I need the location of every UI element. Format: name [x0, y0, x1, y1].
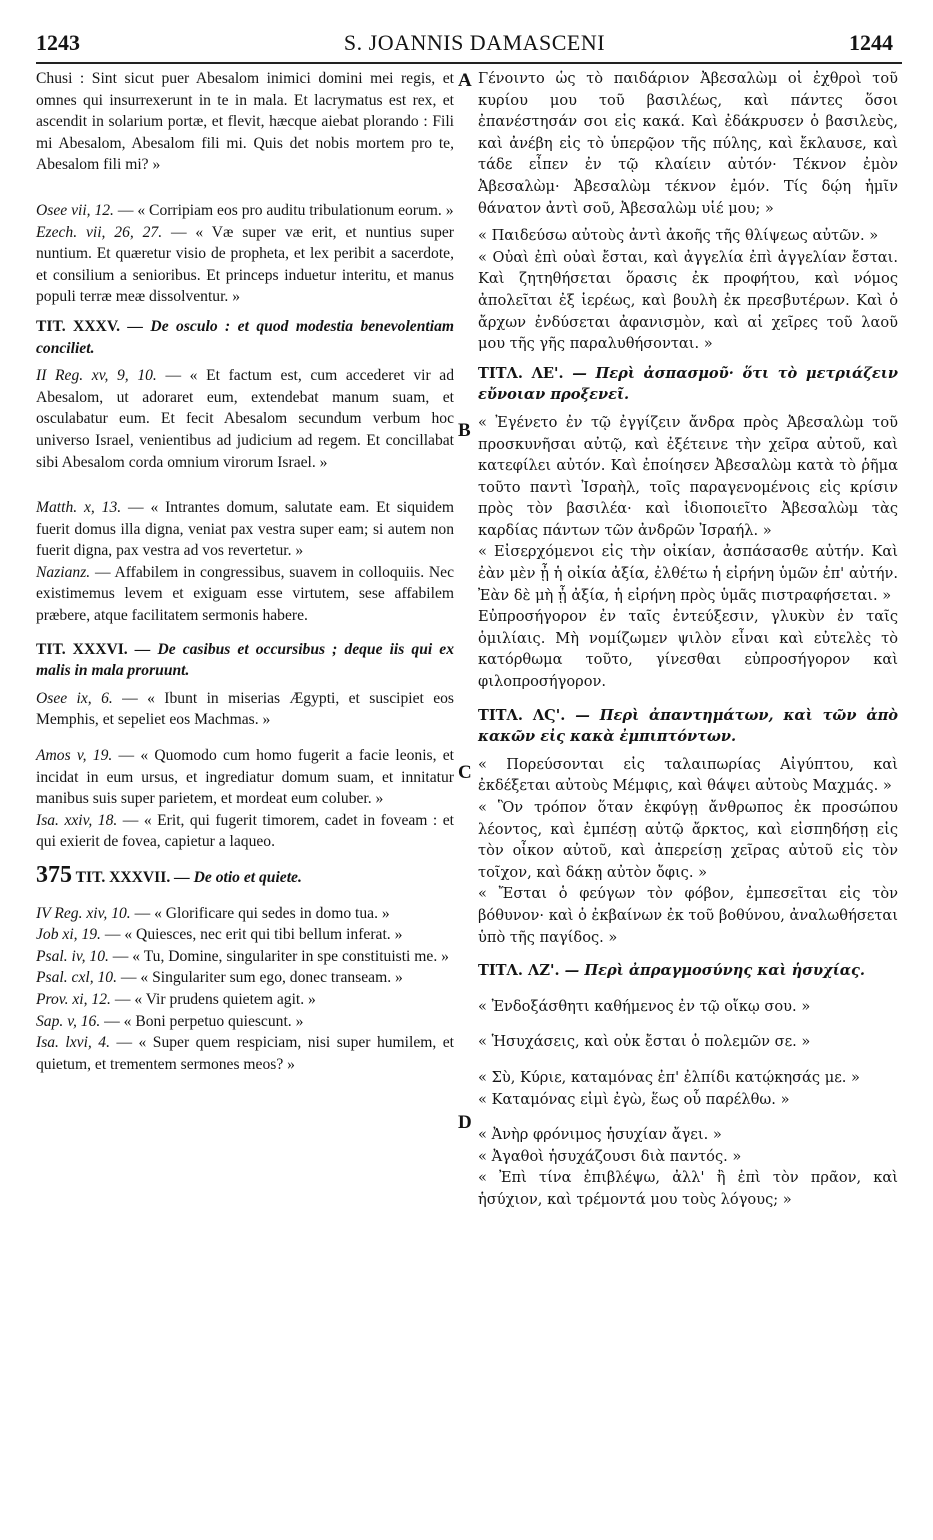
citation: Ezech. vii, 26, 27.	[36, 223, 163, 241]
citation: II Reg. xv, 9, 10.	[36, 367, 157, 385]
citation: Sap. v, 16.	[36, 1012, 101, 1030]
greek-paragraph: Εὐπροσήγορον ἐν ταῖς ἐντεύξεσιν, γλυκὺν ἐν ταῖς ὁμιλίαις. Μὴ νομίζωμεν ψιλὸν εἶναι καὶ εὐτελὲς τὸ κατόρθωμα τοῦτο, γίνεσθαι εὐπροσήγορον καὶ φιλοπροσήγορον.	[478, 608, 898, 691]
greek-paragraph: « Παιδεύσω αὐτοὺς ἀντὶ ἀκοῆς τῆς θλίψεως αὐτῶν. »	[478, 227, 879, 245]
header-rule	[36, 62, 902, 64]
greek-paragraph: « Πορεύσονται εἰς ταλαιπωρίας Αἰγύπτου, καὶ ἐκδέξεται αὐτοὺς Μέμφις, καὶ θάψει αὐτοὺς Μαχμάς. »	[478, 755, 898, 795]
section-title-37: 375 TIT. XXXVII. — De otio et quiete.	[36, 862, 302, 888]
latin-paragraph: Isa. xxiv, 18. — « Erit, qui fugerit timorem, cadet in foveam : et qui exierit de fovea, capietur a laqueo.	[36, 811, 454, 851]
citation: Psal. iv, 10.	[36, 947, 109, 965]
column-number: 375	[36, 862, 72, 888]
margin-marker-c: C	[458, 762, 472, 783]
citation: Osee ix, 6.	[36, 689, 113, 707]
latin-paragraph: Psal. cxl, 10. — « Singulariter sum ego, donec transeam. »	[36, 969, 403, 987]
greek-paragraph: « Ἀνὴρ φρόνιμος ἡσυχίαν ἄγει. »	[478, 1126, 722, 1144]
margin-marker-a: A	[458, 70, 472, 91]
citation: Matth. x, 13.	[36, 499, 122, 517]
latin-paragraph: Nazianz. — Affabilem in congressibus, suavem in colloquiis. Nec existimemus levem et exiguam esse virtutem, sese affabilem præbere, atque facilitatem sermonis habere.	[36, 563, 454, 625]
citation: Osee vii, 12.	[36, 201, 114, 219]
greek-paragraph: « Ὃν τρόπον ὅταν ἐκφύγῃ ἄνθρωπος ἐκ προσώπου λέοντος, καὶ ἐμπέσῃ αὐτῷ ἄρκτος, καὶ εἰσπηδήσῃ εἰς τὸν οἶκον αὐτοῦ, καὶ ἀπερείσῃ χεῖρας αὐτοῦ εἰς τὸν τοῖχον, καὶ δάκῃ αὐτὸν ὄφις. »	[478, 799, 898, 881]
greek-paragraph: « Οὐαὶ ἐπὶ οὐαὶ ἔσται, καὶ ἀγγελία ἐπὶ ἀγγελίαν ἔσται. Καὶ ζητηθήσεται ὅρασις ἐκ προφήτου, καὶ νόμος ἀπολεῖται ἐξ ἱερέως, καὶ βουλὴ ἐκ πρεσβυτέρων. Καὶ ὁ ἄρχων ἐνδύσεται ἀφανισμὸν, καὶ αἱ χεῖρες τοῦ λαοῦ μου τῆς γῆς παραλυθήσονται. »	[478, 248, 898, 353]
citation: IV Reg. xiv, 10.	[36, 904, 131, 922]
greek-paragraph: « Ἡσυχάσεις, καὶ οὐκ ἔσται ὁ πολεμῶν σε. »	[478, 1033, 811, 1051]
latin-paragraph: Isa. lxvi, 4. — « Super quem respiciam, nisi super humilem, et quietum, et trementem sermones meos? »	[36, 1034, 455, 1073]
greek-column	[478, 68, 898, 1211]
section-title-36: TIT. XXXVI. — De casibus et occursibus ; deque iis qui ex malis in mala proruunt.	[36, 640, 454, 680]
citation: Prov. xi, 12.	[36, 990, 111, 1008]
greek-section-title-36: ΤΙΤΛ. ΛϚ'. — Περὶ ἀπαντημάτων, καὶ τῶν ἀπὸ κακῶν εἰς κακὰ ἐμπιπτόντων.	[478, 706, 898, 746]
greek-paragraph: « Ἔσται ὁ φεύγων τὸν φόβον, ἐμπεσεῖται εἰς τὸν βόθυνον· καὶ ὁ ἐκβαίνων ἐκ τοῦ βοθύνου, ἀναλωθήσεται ὑπὸ τῆς παγίδος. »	[478, 885, 898, 946]
latin-paragraph: Matth. x, 13. — « Intrantes domum, salutate eam. Et siquidem fuerit domus illa digna, veniat pax vestra super eam; si autem non fuerit digna, pax vestra ad vos revertetur. »	[36, 499, 454, 560]
latin-paragraph: Amos v, 19. — « Quomodo cum homo fugerit a facie leonis, et incidat in eum ursus, et ingrediatur domum suam, et innitatur manibus suis super parietem, et mordeat eum coluber. »	[36, 747, 455, 808]
citation: Amos v, 19.	[36, 747, 113, 765]
latin-paragraph: Ezech. vii, 26, 27. — « Væ super væ erit, et nuntius super nuntium. Et quæretur visio de propheta, et lex peribit a sacerdote, et consilium a senioribus. Et princeps induetur interitu, et manus populi terræ meæ dissolventur. »	[36, 223, 454, 306]
margin-marker-d: D	[458, 1112, 472, 1133]
latin-paragraph: Chusi : Sint sicut puer Abesalom inimici domini mei regis, et omnes qui insurrexerunt in te in mala. Et lacrymatus est rex, et ascendit in solarium portæ, et flevit, hæcque aiebat plorando : Fili mi Abesalom, Abesalom fili mi. Quis det nobis mortem pro te, Abesalom fili mi? »	[36, 70, 454, 174]
citation: Psal. cxl, 10.	[36, 969, 117, 987]
greek-section-title-35: ΤΙΤΛ. ΛΕ'. — Περὶ ἀσπασμοῦ· ὅτι τὸ μετριάζειν εὔνοιαν προξενεῖ.	[478, 364, 898, 404]
greek-paragraph: « Ἐπὶ τίνα ἐπιβλέψω, ἀλλ' ἢ ἐπὶ τὸν πρᾶον, καὶ ἡσύχιον, καὶ τρέμοντά μου τοὺς λόγους; »	[478, 1169, 898, 1208]
latin-paragraph: Osee vii, 12. — « Corripiam eos pro auditu tribulationum eorum. »	[36, 201, 454, 219]
citation: Nazianz.	[36, 563, 91, 581]
greek-paragraph: « Εἰσερχόμενοι εἰς τὴν οἰκίαν, ἀσπάσασθε αὐτήν. Καὶ ἐὰν μὲν ᾖ ἡ οἰκία ἀξία, ἐλθέτω ἡ εἰρήνη ὑμῶν ἐπ' αὐτήν. Ἐὰν δὲ μὴ ᾖ ἀξία, ἡ εἰρήνη πρὸς ὑμᾶς πιστραφήσεται. »	[478, 543, 898, 604]
citation: Isa. xxiv, 18.	[36, 811, 118, 829]
latin-paragraph: Osee ix, 6. — « Ibunt in miserias Ægypti, et suscipiet eos Memphis, et sepeliet eos Machmas. »	[36, 689, 454, 729]
citation: Isa. lxvi, 4.	[36, 1034, 110, 1052]
greek-paragraph: « Σὺ, Κύριε, καταμόνας ἐπ' ἐλπίδι κατῴκησάς με. »	[478, 1068, 860, 1086]
section-title-35: TIT. XXXV. — De osculo : et quod modestia benevolentiam conciliet.	[36, 317, 454, 357]
page-header	[36, 30, 913, 60]
greek-paragraph: Γένοιντο ὡς τὸ παιδάριον Ἀβεσαλὼμ οἱ ἐχθροὶ τοῦ κυρίου μου τοῦ βασιλέως, καὶ πάντες ὅσοι ἐπανέστησάν σοι εἰς κακά. Καὶ ἐδάκρυσεν ὁ βασιλεὺς, καὶ ἀνέβη εἰς τὸ ὑπερῷον τῆς πύλης, καὶ ἔκλαυσε, καὶ τάδε εἶπεν ἐν τῷ κλαίειν αὐτόν· Τέκνον ἐμὸν Ἀβεσαλὼμ· Ἀβεσαλὼμ τέκνον ἐμόν. Τίς δῴη ἡμῖν θάνατον ἀντὶ σοῦ, Ἀβεσαλὼμ υἱέ μου; »	[478, 70, 898, 217]
greek-paragraph: « Ἀγαθοὶ ἡσυχάζουσι διὰ παντός. »	[478, 1147, 742, 1165]
greek-paragraph: « Ἐγένετο ἐν τῷ ἐγγίζειν ἄνδρα πρὸς Ἀβεσαλὼμ τοῦ προσκυνῆσαι αὐτῷ, καὶ ἐξέτεινε τὴν χεῖρα αὐτοῦ, καὶ κατεφίλει αὐτόν. Καὶ ἐποίησεν Ἀβεσαλὼμ κατὰ τὸ ῥῆμα τοῦτο παντὶ Ἰσραὴλ, τοῖς παραγενομένοις εἰς κρίσιν πρὸς τὸν βασιλέα· καὶ ἰδιοποιεῖτο Ἀβεσαλὼμ τὰς καρδίας πάντων τῶν ἀνδρῶν Ἰσραήλ. »	[478, 413, 898, 539]
margin-marker-b: B	[458, 420, 471, 441]
latin-paragraph: Sap. v, 16. — « Boni perpetuo quiescunt. »	[36, 1012, 304, 1030]
running-title: S. JOANNIS DAMASCENI	[343, 30, 606, 55]
latin-paragraph: IV Reg. xiv, 10. — « Glorificare qui sedes in domo tua. »	[36, 904, 390, 922]
latin-column	[36, 68, 454, 1075]
latin-paragraph: Job xi, 19. — « Quiesces, nec erit qui tibi bellum inferat. »	[36, 926, 403, 944]
citation: Job xi, 19.	[36, 926, 101, 944]
right-page-number: 1244	[849, 30, 893, 55]
left-page-number: 1243	[36, 30, 80, 55]
latin-paragraph: II Reg. xv, 9, 10. — « Et factum est, cum accederet vir ad Abesalom, ut adoraret eum, extendebat manum suam, et osculabatur eum. Et fecit Abesalom secundum verbum hoc universo Israel, venientibus ad judicium ad regem. Et concillabat sibi Abesalom corda omnium virorum Israel. »	[36, 367, 454, 471]
greek-paragraph: « Ἐνδοξάσθητι καθήμενος ἐν τῷ οἴκῳ σου. »	[478, 997, 811, 1015]
latin-paragraph: Psal. iv, 10. — « Tu, Domine, singulariter in spe constituisti me. »	[36, 947, 449, 965]
greek-section-title-37: ΤΙΤΛ. ΛΖ'. — Περὶ ἀπραγμοσύνης καὶ ἡσυχίας.	[478, 962, 865, 980]
latin-paragraph: Prov. xi, 12. — « Vir prudens quietem agit. »	[36, 990, 316, 1008]
greek-paragraph: « Καταμόνας εἰμὶ ἐγὼ, ἕως οὗ παρέλθω. »	[478, 1090, 790, 1108]
